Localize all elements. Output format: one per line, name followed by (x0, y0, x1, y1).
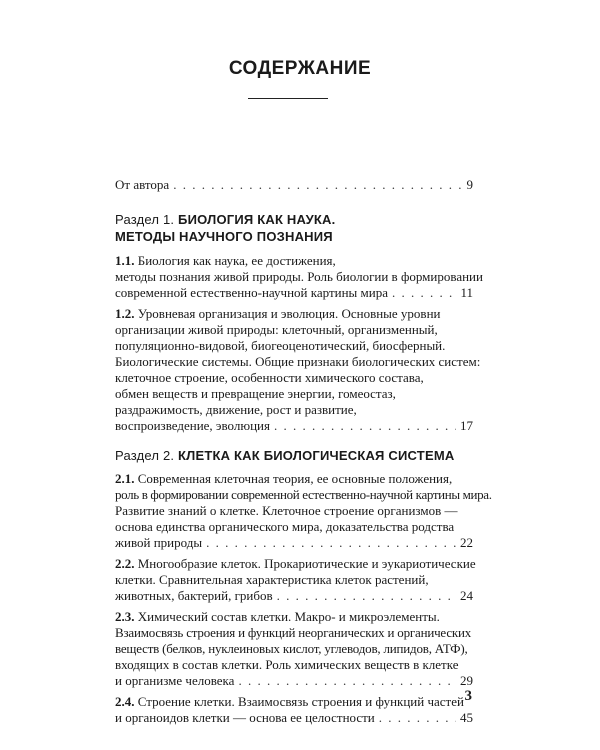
entry-line: популяционно-видовой, биогеоценотический, биосферный. (115, 338, 446, 353)
entry-number: 2.1. (115, 471, 135, 486)
entry-text: Химический состав клетки. Макро- и микроэлементы. (137, 609, 440, 624)
toc-entry-1-1[interactable] (115, 253, 483, 301)
section-title: БИОЛОГИЯ КАК НАУКА. (178, 212, 336, 227)
section-label: Раздел 1. (115, 212, 175, 227)
dot-leader (392, 285, 456, 301)
page-title: СОДЕРЖАНИЕ (228, 58, 372, 79)
section-2-entries (115, 471, 492, 726)
section-title-line2: МЕТОДЫ НАУЧНОГО ПОЗНАНИЯ (115, 229, 333, 244)
entry-line: роль в формировании современной естественно-научной картины мира. (115, 487, 492, 502)
page-number: 3 (464, 688, 472, 704)
entry-page: 9 (466, 177, 473, 192)
entry-line: методы познания живой природы. Роль биологии в формировании (115, 269, 483, 284)
dot-leader (173, 177, 462, 193)
entry-text: Уровневая организация и эволюция. Основные уровни (137, 306, 441, 321)
entry-text: Строение клетки. Взаимосвязь строения и функций частей (137, 694, 464, 709)
dot-leader (277, 588, 456, 604)
entry-line: обмен веществ и превращение энергии, гомеостаз, (115, 386, 396, 401)
entry-text: Многообразие клеток. Прокариотические и эукариотические (137, 556, 476, 571)
entry-line: Биологические системы. Общие признаки биологических систем: (115, 354, 481, 369)
entry-line: основа единства органического мира, доказательства родства (115, 519, 455, 534)
entry-text-last: воспроизведение, эволюция (115, 418, 270, 433)
entry-text: От автора (115, 177, 170, 192)
entry-line: организации живой природы: клеточный, организменный, (115, 322, 438, 337)
entry-text-last: и органоидов клетки — основа ее целостности (115, 710, 375, 725)
title-divider (248, 98, 328, 99)
section-1-entries (115, 253, 483, 434)
entry-line: клеточное строение, особенности химического состава, (115, 370, 424, 385)
entry-text: Современная клеточная теория, ее основные положения, (137, 471, 453, 486)
toc-entry-2-1[interactable] (115, 471, 492, 551)
entry-number: 2.3. (115, 609, 135, 624)
table-of-contents (115, 177, 492, 726)
entry-page: 24 (460, 588, 473, 603)
dot-leader (238, 673, 456, 689)
entry-text-last: животных, бактерий, грибов (115, 588, 273, 603)
dot-leader (274, 418, 456, 434)
toc-entry-2-4[interactable] (115, 694, 473, 726)
entry-number: 1.2. (115, 306, 135, 321)
entry-line: входящих в состав клетки. Роль химических веществ в клетке (115, 657, 459, 672)
entry-number: 1.1. (115, 253, 135, 268)
entry-text-last: и организме человека (115, 673, 235, 688)
toc-entry-1-2[interactable] (115, 306, 481, 434)
entry-line: раздражимость, движение, рост и развитие, (115, 402, 357, 417)
entry-number: 2.2. (115, 556, 135, 571)
section-label: Раздел 2. (115, 448, 175, 463)
entry-line: Развитие знаний о клетке. Клеточное строение организмов — (115, 503, 458, 518)
entry-line: веществ (белков, нуклеиновых кислот, углеводов, липидов, АТФ), (115, 641, 468, 656)
entry-line: клетки. Сравнительная характеристика клеток растений, (115, 572, 429, 587)
entry-text-last: живой природы (115, 535, 203, 550)
toc-entry-2-3[interactable] (115, 609, 473, 689)
entry-page: 29 (460, 673, 473, 688)
entry-page: 17 (460, 418, 473, 433)
section-title: КЛЕТКА КАК БИОЛОГИЧЕСКАЯ СИСТЕМА (178, 448, 455, 463)
toc-entry-author[interactable] (115, 177, 473, 193)
entry-page: 45 (460, 710, 473, 725)
entry-number: 2.4. (115, 694, 135, 709)
section-1-heading (115, 211, 473, 245)
entry-text: Биология как наука, ее достижения, (137, 253, 336, 268)
entry-page: 11 (460, 285, 473, 300)
entry-line: Взаимосвязь строения и функций неорганических и органических (115, 625, 472, 640)
toc-entry-2-2[interactable] (115, 556, 476, 604)
dot-leader (379, 710, 456, 726)
section-2-heading (115, 447, 473, 464)
dot-leader (206, 535, 456, 551)
entry-page: 22 (460, 535, 473, 550)
entry-text-last: современной естественно-научной картины мира (115, 285, 388, 300)
